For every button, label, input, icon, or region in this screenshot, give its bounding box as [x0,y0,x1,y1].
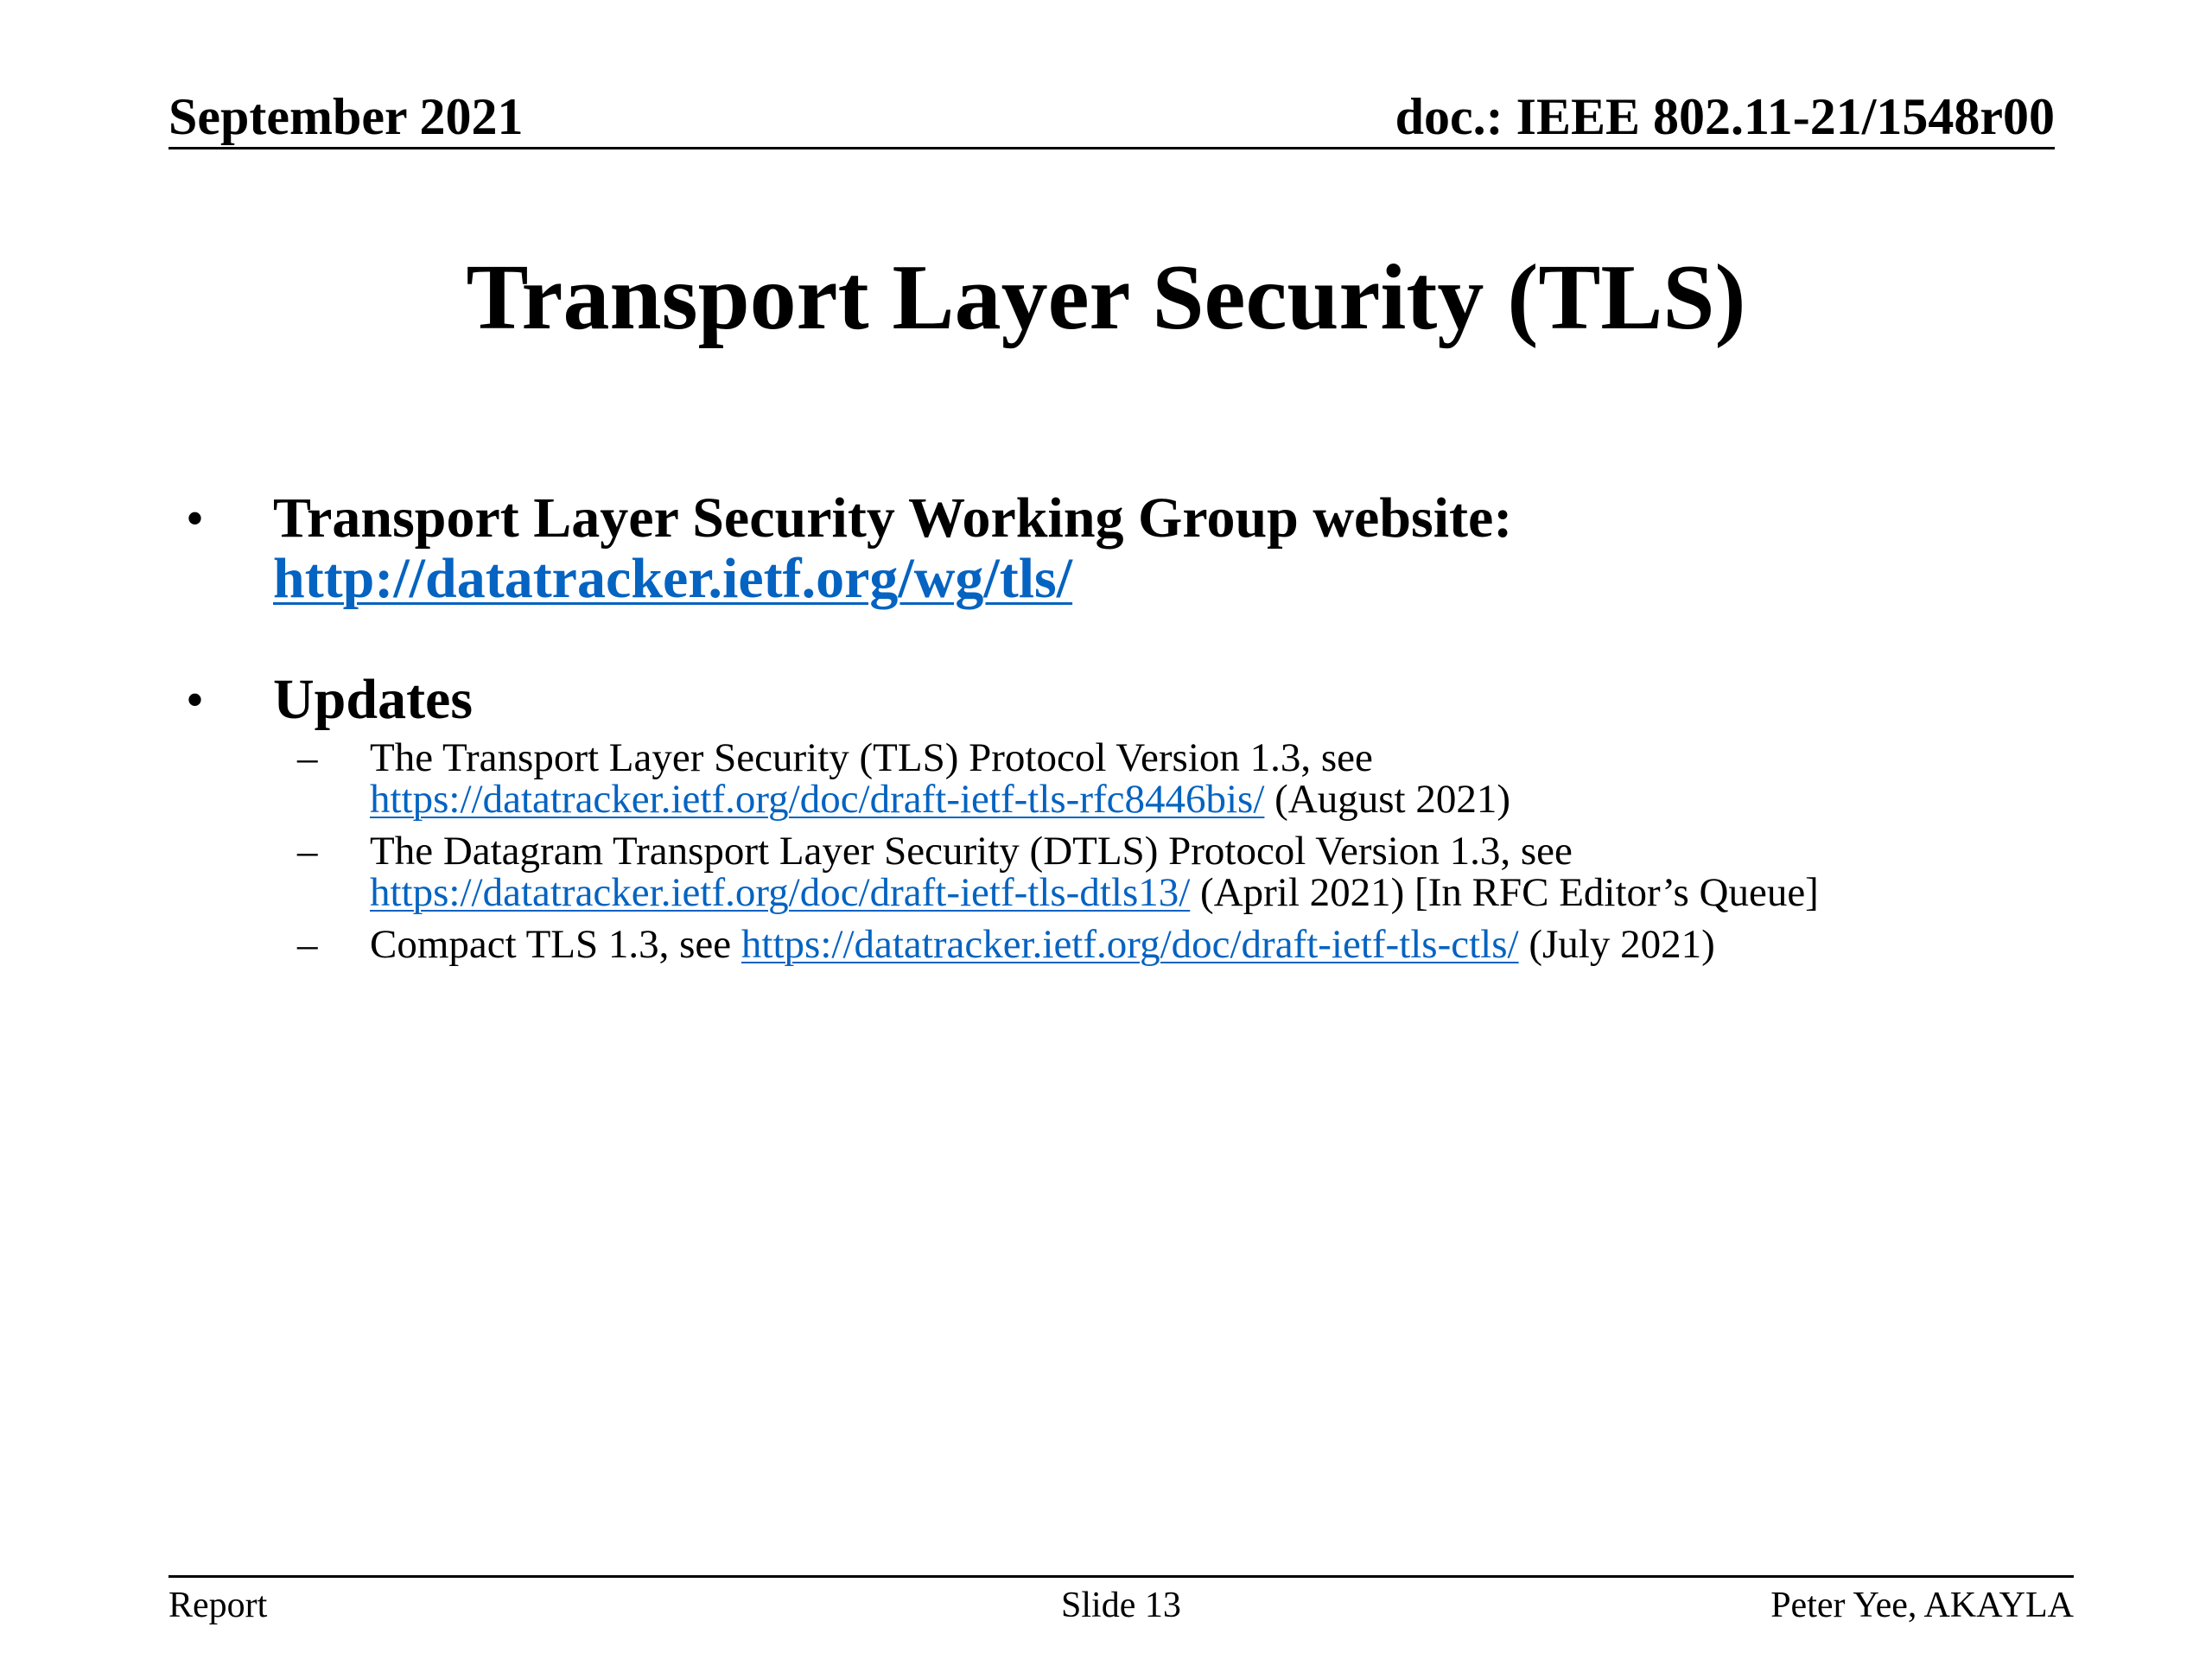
sub-item-marker: – [297,829,318,874]
footer-author: Peter Yee, AKAYLA [1770,1586,2074,1625]
update-ctls-description: Compact TLS 1.3, see [370,922,741,967]
header-date: September 2021 [168,88,524,145]
footer-slide-number: Slide 13 [1061,1586,1181,1625]
update-dtls13-status: (April 2021) [In RFC Editor’s Queue] [1190,870,1819,915]
tls-dtls13-link[interactable]: https://datatracker.ietf.org/doc/draft-ietf-tls-dtls13/ [370,870,1191,915]
bullet-tls-wg-website: Transport Layer Security Working Group website: [273,486,1513,550]
slide-header [168,86,2055,149]
slide-footer [168,1575,2074,1625]
bullet-tls-wg-link-line [273,549,1072,609]
slide-title: Transport Layer Security (TLS) [466,246,1746,349]
sub-item-marker: – [297,922,318,967]
update-tls13-date: (August 2021) [1264,777,1510,822]
update-ctls-date: (July 2021) [1518,922,1715,967]
bullet-marker: • [186,671,205,728]
update-ctls-line [370,924,1715,965]
tls-wg-website-link[interactable]: http://datatracker.ietf.org/wg/tls/ [273,547,1073,610]
tls-rfc8446bis-link[interactable]: https://datatracker.ietf.org/doc/draft-ietf-tls-rfc8446bis/ [370,777,1265,822]
bullet-updates: Updates [273,668,474,731]
update-dtls13-description: The Datagram Transport Layer Security (DTLS) Protocol Version 1.3, see [370,829,1573,874]
tls-ctls-link[interactable]: https://datatracker.ietf.org/doc/draft-ietf-tls-ctls/ [741,922,1519,967]
sub-item-marker: – [297,735,318,780]
header-doc-id: doc.: IEEE 802.11-21/1548r00 [1395,88,2055,145]
update-dtls13-link-line [370,872,1819,913]
footer-report-label: Report [168,1586,268,1625]
update-tls13-link-line [370,779,1510,820]
bullet-marker: • [186,490,205,547]
update-tls13-description: The Transport Layer Security (TLS) Protocol Version 1.3, see [370,735,1373,780]
